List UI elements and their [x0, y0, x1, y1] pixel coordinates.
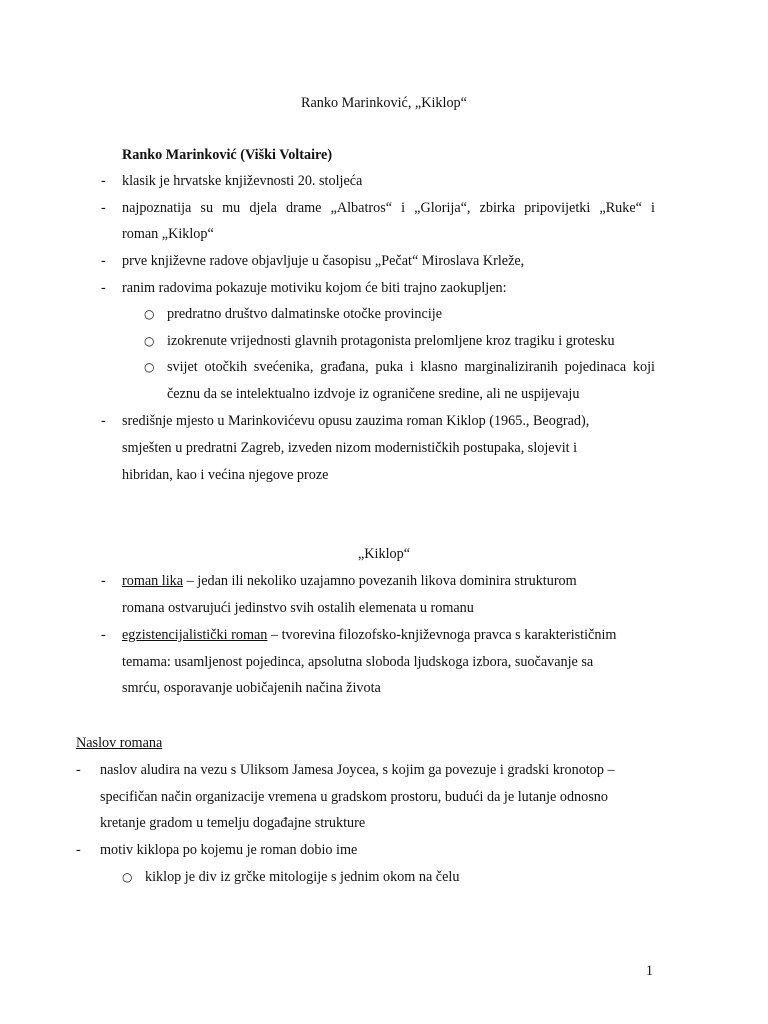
term-egzistencijalisticki-roman: egzistencijalistički roman	[122, 627, 268, 643]
sub-list-item-continuation: čeznu da se intelektualno izdvoje iz ograničene sredine, ali ne uspijevaju	[167, 386, 580, 402]
list-item-continuation: smješten u predratni Zagreb, izveden nizom modernističkih postupaka, slojevit i	[122, 440, 578, 456]
list-item: središnje mjesto u Marinkovićevu opusu zauzima roman Kiklop (1965., Beograd),	[122, 413, 590, 429]
sub-list-item: izokrenute vrijednosti glavnih protagonista prelomljene kroz tragiku i grotesku	[167, 333, 615, 349]
sub-list-item: predratno društvo dalmatinske otočke provincije	[167, 306, 443, 322]
list-item	[122, 571, 577, 591]
section-heading-naslov: Naslov romana	[76, 735, 163, 751]
section-title-kiklop: „Kiklop“	[357, 546, 410, 562]
page-number: 1	[645, 963, 653, 979]
term-roman-lika: roman lika	[122, 573, 184, 589]
list-item: ranim radovima pokazuje motiviku kojom će biti trajno zaokupljen:	[122, 280, 507, 296]
list-dash: -	[101, 413, 106, 429]
list-item: naslov aludira na vezu s Uliksom Jamesa Joycea, s kojim ga povezuje i gradski kronotop –	[100, 762, 615, 778]
list-item: klasik je hrvatske književnosti 20. stoljeća	[122, 173, 363, 189]
list-item-continuation: smrću, osporavanje uobičajenih načina života	[122, 680, 381, 696]
sub-list-item: svijet otočkih svećenika, građana, puka i klasno marginaliziranih pojedinaca koji	[167, 359, 655, 375]
list-item-continuation: romana ostvarujući jedinstvo svih ostalih elemenata u romanu	[122, 600, 474, 616]
list-dash: -	[76, 762, 81, 778]
list-dash: -	[101, 280, 106, 296]
term-definition: – tvorevina filozofsko-književnoga pravca s karakterističnim	[267, 627, 617, 643]
list-item: motiv kiklopa po kojemu je roman dobio ime	[100, 842, 358, 858]
list-dash: -	[101, 200, 106, 216]
term-definition: – jedan ili nekoliko uzajamno povezanih likova dominira strukturom	[183, 573, 577, 589]
sub-bullet-icon: ○	[144, 334, 155, 348]
list-item-continuation: specifičan način organizacije vremena u gradskom prostoru, budući da je lutanje odnosno	[100, 789, 608, 805]
list-dash: -	[76, 842, 81, 858]
list-item: najpoznatija su mu djela drame „Albatros“ i „Glorija“, zbirka pripovijetki „Ruke“ i	[122, 200, 655, 216]
section-heading-author: Ranko Marinković (Viški Voltaire)	[122, 147, 333, 163]
list-item-continuation: kretanje gradom u temelju događajne strukture	[100, 815, 366, 831]
sub-bullet-icon: ○	[144, 307, 155, 321]
document-title: Ranko Marinković, „Kiklop“	[301, 95, 467, 111]
list-item	[122, 625, 616, 645]
list-item-continuation: temama: usamljenost pojedinca, apsolutna sloboda ljudskoga izbora, suočavanje sa	[122, 654, 594, 670]
list-dash: -	[101, 173, 106, 189]
list-item-continuation: roman „Kiklop“	[122, 226, 214, 242]
list-item: prve književne radove objavljuje u časopisu „Pečat“ Miroslava Krleže,	[122, 253, 525, 269]
list-item-continuation: hibridan, kao i većina njegove proze	[122, 467, 329, 483]
sub-list-item: kiklop je div iz grčke mitologije s jednim okom na čelu	[145, 869, 460, 885]
sub-bullet-icon: ○	[144, 360, 155, 374]
list-dash: -	[101, 573, 106, 589]
list-dash: -	[101, 253, 106, 269]
sub-bullet-icon: ○	[122, 870, 133, 884]
list-dash: -	[101, 627, 106, 643]
